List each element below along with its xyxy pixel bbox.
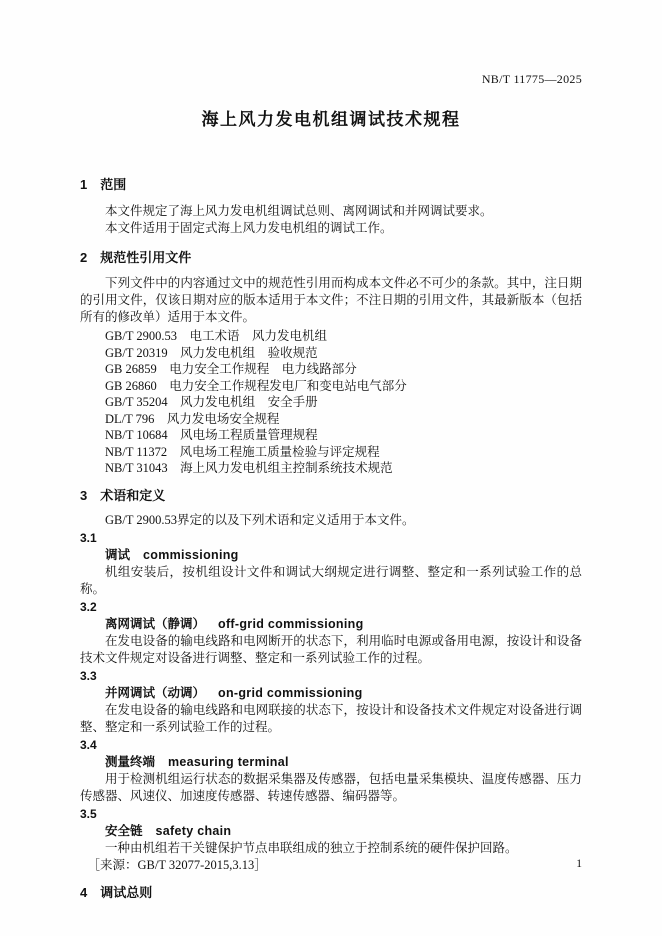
term-definition: 在发电设备的输电线路和电网联接的状态下，按设计和设备技术文件规定对设备进行调整、整定和一系列试验工作的过程。: [80, 702, 582, 734]
term-name-zh: 调试: [105, 547, 131, 562]
reference-item: NB/T 10684 风电场工程质量管理规程: [105, 428, 318, 442]
scope-paragraph: 本文件适用于固定式海上风力发电机组的调试工作。: [105, 221, 393, 235]
standard-number: NB/T 11775—2025: [481, 72, 582, 86]
term-name-zh: 并网调试（动调）: [105, 685, 206, 700]
reference-item: GB 26860 电力安全工作规程发电厂和变电站电气部分: [105, 378, 407, 393]
term-definition: 机组安装后，按机组设计文件和调试大纲规定进行调整、整定和一系列试验工作的总称。: [80, 564, 582, 596]
term-entry: [80, 530, 582, 598]
term-name-zh: 测量终端: [105, 754, 156, 769]
term-name-en: safety chain: [155, 823, 232, 838]
term-source-note: ［来源：GB/T 32077-2015,3.13］: [87, 857, 267, 872]
scope-paragraph: 本文件规定了海上风力发电机组调试总则、离网调试和并网调试要求。: [105, 204, 493, 218]
section-scope: [80, 176, 582, 237]
reference-item: GB 26859 电力安全工作规程 电力线路部分: [105, 362, 357, 376]
reference-list: [80, 328, 582, 477]
reference-item: GB/T 35204 风力发电机组 安全手册: [105, 395, 318, 409]
term-name-zh: 离网调试（静调）: [105, 616, 206, 631]
term-name-en: measuring terminal: [168, 754, 289, 769]
section-scope-heading: 1 范围: [80, 177, 127, 192]
term-entry: [80, 806, 582, 874]
term-name: [80, 754, 582, 771]
term-name-en: off-grid commissioning: [218, 616, 364, 631]
term-entry: [80, 668, 582, 736]
document-content: [80, 72, 582, 901]
term-number: 3.3: [80, 668, 97, 683]
page-number: 1: [576, 858, 582, 870]
term-number: 3.2: [80, 599, 97, 614]
term-name: [80, 547, 582, 564]
terms-intro-paragraph: GB/T 2900.53界定的以及下列术语和定义适用于本文件。: [105, 512, 415, 527]
term-number: 3.1: [80, 530, 97, 545]
section-refs-heading: 2 规范性引用文件: [80, 250, 192, 265]
term-entry: [80, 737, 582, 805]
term-definition: 在发电设备的输电线路和电网断开的状态下，利用临时电源或备用电源，按设计和设备技术文件规定对设备进行调整、整定和一系列试验工作的过程。: [80, 633, 582, 665]
term-name: [80, 685, 582, 702]
term-definition: 一种由机组若干关键保护节点串联组成的独立于控制系统的硬件保护回路。: [105, 840, 518, 855]
section-normative-references: [80, 249, 582, 477]
reference-item: GB/T 20319 风力发电机组 验收规范: [105, 345, 318, 360]
term-number: 3.5: [80, 806, 97, 821]
document-title: 海上风力发电机组调试技术规程: [201, 110, 461, 129]
term-name-en: on-grid commissioning: [218, 685, 363, 700]
section-terms-definitions: [80, 487, 582, 874]
section-general-rules: [80, 884, 582, 901]
term-definition: 用于检测机组运行状态的数据采集器及传感器，包括电量采集模块、温度传感器、压力传感器、风速仪、加速度传感器、转速传感器、编码器等。: [80, 771, 582, 803]
term-name: [80, 823, 582, 840]
term-entry: [80, 599, 582, 667]
section-terms-heading: 3 术语和定义: [80, 487, 166, 503]
term-name: [80, 616, 582, 633]
reference-item: DL/T 796 风力发电场安全规程: [105, 411, 280, 426]
reference-item: NB/T 11372 风电场工程施工质量检验与评定规程: [105, 444, 380, 459]
term-number: 3.4: [80, 737, 97, 752]
term-name-en: commissioning: [143, 547, 239, 562]
reference-item: NB/T 31043 海上风力发电机组主控制系统技术规范: [105, 461, 393, 475]
refs-intro-paragraph: 下列文件中的内容通过文中的规范性引用而构成本文件必不可少的条款。其中，注日期的引用文件，仅该日期对应的版本适用于本文件；不注日期的引用文件，其最新版本（包括所有的修改单）适用于本文件。: [80, 276, 582, 324]
term-name-zh: 安全链: [105, 823, 143, 838]
reference-item: GB/T 2900.53 电工术语 风力发电机组: [105, 329, 327, 343]
section-general-heading: 4 调试总则: [80, 884, 153, 900]
